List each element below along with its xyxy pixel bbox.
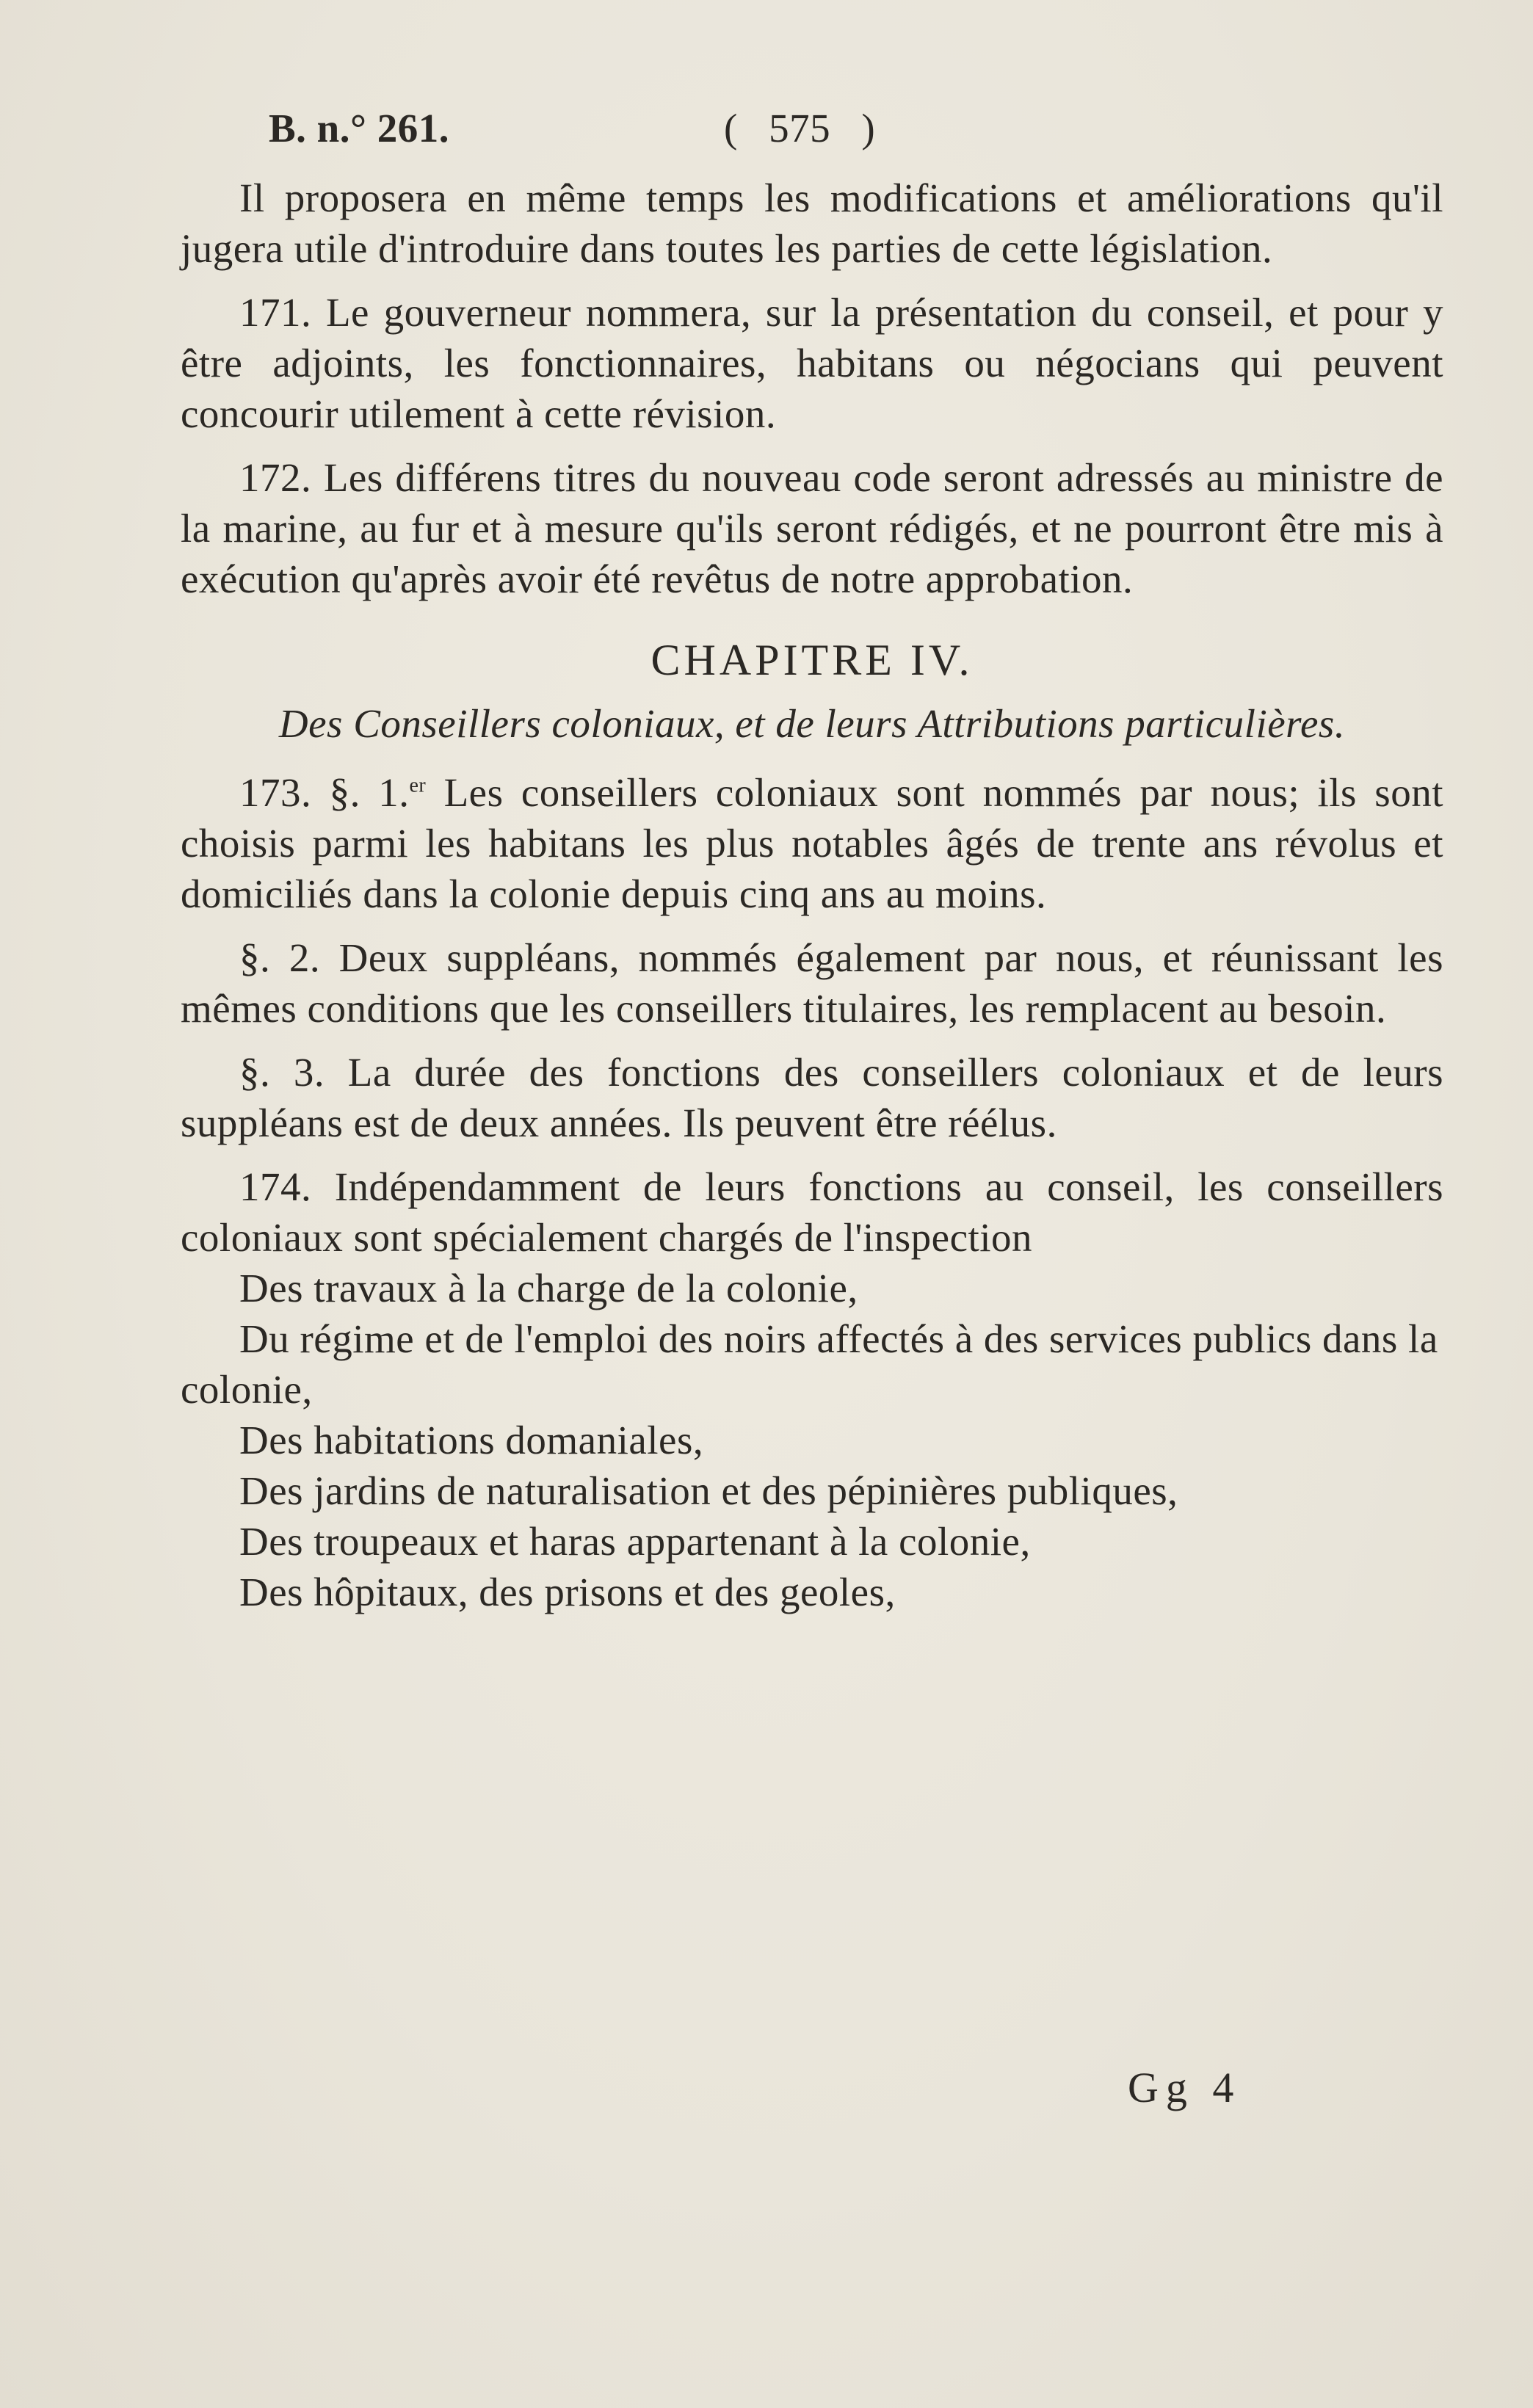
paragraph-intro: Il proposera en même temps les modifications et améliorations qu'il jugera utile d'introduire dans toutes les parties de cette législation. — [181, 175, 1443, 271]
article-173-superscript: er — [409, 774, 427, 797]
article-173-lead: 173. §. 1. — [239, 770, 410, 815]
inspection-item: Des travaux à la charge de la colonie, — [239, 1266, 858, 1310]
chapter-subtitle: Des Conseillers coloniaux, et de leurs Attributions particulières. — [278, 701, 1346, 746]
inspection-item: Du régime et de l'emploi des noirs affectés à des services publics dans la colonie, — [181, 1316, 1438, 1412]
article-173-section-3: §. 3. La durée des fonctions des conseillers coloniaux et de leurs suppléans est de deux années. Ils peuvent être réélus. — [181, 1050, 1443, 1145]
signature-mark: Gg 4 — [1128, 2064, 1242, 2111]
inspection-item: Des troupeaux et haras appartenant à la colonie, — [239, 1519, 1031, 1564]
article-171: 171. Le gouverneur nommera, sur la présentation du conseil, et pour y être adjoints, les fonctionnaires, habitans ou négocians qui peuvent concourir utilement à cette révision. — [181, 290, 1443, 436]
page-text — [181, 103, 1443, 1617]
inspection-item: Des hôpitaux, des prisons et des geoles, — [239, 1570, 896, 1614]
article-174-intro: 174. Indépendamment de leurs fonctions au conseil, les conseillers coloniaux sont spécialement chargés de l'inspection — [181, 1164, 1443, 1260]
page-header — [181, 103, 1443, 173]
article-172: 172. Les différens titres du nouveau code seront adressés au ministre de la marine, au fur et à mesure qu'ils seront rédigés, et ne pourront être mis à exécution qu'après avoir été revêtus de notre approbation. — [181, 455, 1443, 601]
inspection-item: Des jardins de naturalisation et des pépinières publiques, — [239, 1468, 1178, 1513]
article-173-text: Les conseillers coloniaux sont nommés par nous; ils sont choisis parmi les habitans les plus notables âgés de trente ans révolus et domiciliés dans la colonie depuis cinq ans au moins. — [181, 770, 1443, 916]
article-173-section-1 — [181, 767, 1443, 919]
article-173-section-2: §. 2. Deux suppléans, nommés également par nous, et réunissant les mêmes conditions que les conseillers titulaires, les remplacent au besoin. — [181, 935, 1443, 1031]
inspection-item: Des habitations domaniales, — [239, 1418, 704, 1462]
chapter-title: CHAPITRE IV. — [650, 636, 974, 684]
bulletin-number: B. n.° 261. — [269, 106, 450, 150]
page-number: ( 575 ) — [724, 106, 876, 150]
